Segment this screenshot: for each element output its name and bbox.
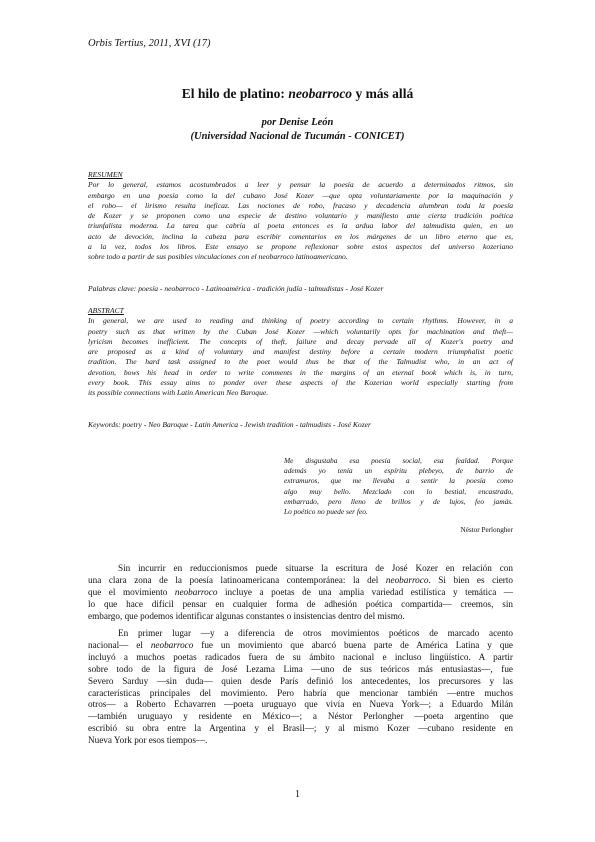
epigraph-line: además yo tenía un espíritu plebeyo, de barrio de <box>284 466 513 476</box>
page-number: 1 <box>295 789 300 800</box>
resumen-line: el robo— el lirismo resulta ineficaz. Las nociones de robo, fracaso y decadencia alumbran toda la poesía <box>88 200 513 210</box>
body-line: incluyó a muchos poetas radicados fuera de su ámbito nacional e incluso lingüístico. A partir <box>88 651 513 662</box>
author-block <box>0 116 595 144</box>
abstract-line: devotion, bows his head in order to write comments in the margins of an eternal book which is, in turn, <box>88 367 513 377</box>
palabras-clave: Palabras clave: poesía - neobarroco - Latinoamérica - tradición judía - talmudistas - José Kozer <box>88 284 384 293</box>
title-italic: neobarroco <box>288 86 353 101</box>
abstract-line: every book. This essay aims to ponder over these aspects of the Kozerian world especially starting from <box>88 378 513 388</box>
abstract-line: tradition. The hard task assigned to the poet would thus be that of the Talmudist who, in an act of <box>88 357 513 367</box>
epigraph-line: extramuros, que me llevaba a sentir la poesía como <box>284 476 513 486</box>
journal-citation: Orbis Tertius, 2011, XVI (17) <box>88 38 211 49</box>
body-line: —también uruguayo y residente en México—; a Néstor Perlongher —poeta argentino que <box>88 711 513 722</box>
body-line: características principales del movimiento. Pero habría que mencionar también —entre muchos <box>88 687 513 698</box>
abstract-line: its possible connections with Latin American Neo Baroque. <box>88 388 269 398</box>
title-suffix: y más allá <box>352 86 414 101</box>
resumen-line: Por lo general, estamos acostumbrados a leer y pensar la poesía de acuerdo a determinados ritmos, sin <box>88 180 513 190</box>
abstract-section <box>88 306 513 399</box>
resumen-line: embargo en una poesía como la del cubano José Kozer —que opta voluntariamente por la maquinación y <box>88 190 513 200</box>
resumen-line: a la vez, todos los libros. Este ensayo se propone reflexionar sobre estos aspectos del universo kozeriano <box>88 242 513 252</box>
title-prefix: El hilo de platino: <box>181 86 289 101</box>
abstract-line: are proposed as a kind of voluntary and manifest destiny before a certain modern triumphalist poetic <box>88 347 513 357</box>
resumen-line: sobre todo a partir de sus posibles vinculaciones con el neobarroco latinoamericano. <box>88 252 348 262</box>
epigraph-line: embarrado, pero lleno de brillos y de lujos, feo jamás. <box>284 496 513 506</box>
epigraph-line: Lo poético no puede ser feo. <box>284 507 368 517</box>
resumen-line: de Kozer y se proponen como una especie de destino voluntario y manifiesto ante cierta tradición poética <box>88 211 513 221</box>
resumen-section <box>88 170 513 263</box>
abstract-line: In general, we are used to reading and thinking of poetry according to certain rhythms. However, in a <box>88 316 513 326</box>
body-line: En primer lugar —y a diferencia de otros movimientos poéticos de marcado acento <box>118 628 513 638</box>
body-line: Nueva York por esos tiempos—. <box>88 735 208 746</box>
body-line: Severo Sarduy —sin duda— quien desde París definió los antecedentes, los precursores y las <box>88 675 513 686</box>
epigraph-author: Néstor Perlongher <box>460 526 513 534</box>
body-paragraph-1 <box>88 563 513 623</box>
resumen-label: RESUMEN <box>88 170 123 179</box>
body-line: Sin incurrir en reduccionismos puede situarse la escritura de José Kozer en relación con <box>118 563 513 573</box>
resumen-line: acto de devoción, inclina la cabeza para escribir comentarios en los márgenes de un libro eterno que es, <box>88 231 513 241</box>
keywords: Keywords: poetry - Neo Baroque - Latin America - Jewish tradition - talmudists - José Kozer <box>88 420 371 429</box>
body-line: escribió su obra entre la Argentina y el Brasil—; y al mismo Kozer —cubano residente en <box>88 723 513 734</box>
epigraph <box>284 456 513 517</box>
author-name: por Denise León <box>261 117 334 128</box>
body-line: lo que hace difícil pensar en cualquier forma de adhesión poética compartida— creemos, sin <box>88 598 513 609</box>
body-line: que el movimiento neobarroco incluye a poetas de una amplia variedad estilística y temática — <box>88 586 513 597</box>
epigraph-line: algo muy bello. Mezclado con lo bestial, encastrado, <box>284 486 513 496</box>
abstract-line: lyricism becomes inefficient. The concepts of theft, failure and decay pervade all of Kozer's poetry and <box>88 336 513 346</box>
paper-title <box>0 86 595 102</box>
body-line: una clara zona de la poesía latinoamericana contemporánea: la del neobarroco. Si bien es cierto <box>88 574 513 585</box>
author-affiliation: (Universidad Nacional de Tucumán - CONICET) <box>190 131 405 142</box>
body-paragraph-2 <box>88 628 513 747</box>
body-line: embargo, que podemos identificar algunas constantes o insistencias dentro del mismo. <box>88 610 405 621</box>
resumen-line: triunfalista moderna. La tarea que cabría al poeta entonces es la ardua labor del talmudista quien, en un <box>88 221 513 231</box>
body-line: otros— a Roberto Echavarren —poeta uruguayo que vivía en Nueva York—; a Eduardo Milán <box>88 699 513 710</box>
body-line: nacional— el neobarroco fue un movimiento que abarcó buena parte de América Latina y que <box>88 639 513 650</box>
abstract-label: ABSTRACT <box>88 306 124 315</box>
abstract-line: poetry such as that written by the Cuban José Kozer —which voluntarily opts for machination and theft— <box>88 326 513 336</box>
body-line: sobre todo de la figura de José Lezama Lima —uno de sus teóricos más entusiastas—, fue <box>88 663 513 674</box>
epigraph-line: Me disgustaba esa poesía social, esa fealdad. Porque <box>284 456 513 465</box>
